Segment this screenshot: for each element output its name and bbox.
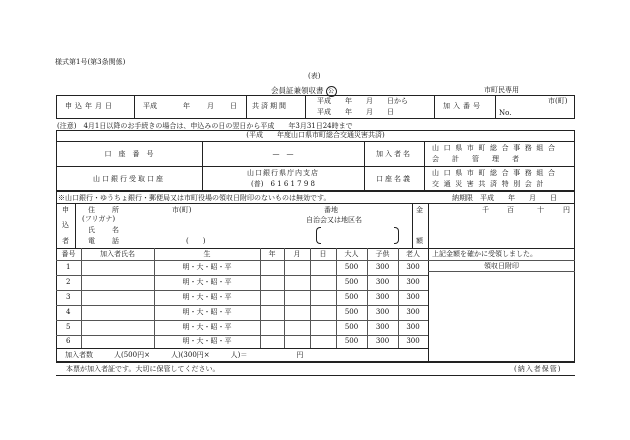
row-number: 3 bbox=[66, 293, 71, 301]
th-year: 年 bbox=[268, 250, 276, 258]
footer-note: 本票が加入者証です。大切に保管してください。 bbox=[66, 365, 220, 373]
amount-jyuu: 十 bbox=[537, 206, 544, 214]
amount-label-2: 額 bbox=[416, 237, 423, 245]
phone-label: 電 話 bbox=[88, 237, 120, 245]
bank-branch: 山口銀行県庁内支店 bbox=[247, 169, 319, 177]
applicant-side-3: 者 bbox=[62, 237, 69, 245]
row-fee-senior: 300 bbox=[406, 263, 420, 271]
row-fee-senior: 300 bbox=[406, 337, 420, 345]
application-date-heisei: 平成 bbox=[143, 102, 157, 110]
notice-text: (注意) 4月1日以降のお手続きの場合は、申込みの日の翌日から平成 年3月31日24時まで bbox=[57, 122, 353, 130]
amount-sen: 千 bbox=[482, 206, 489, 214]
receipt-stamp-label: 領収日附印 bbox=[484, 262, 519, 270]
address-label: 住 所 bbox=[88, 206, 120, 214]
period-from: 平成 年 月 日から bbox=[317, 97, 408, 105]
row-fee-child: 300 bbox=[375, 323, 390, 331]
account-name-line-1: 山口県市町総合事務組合 bbox=[432, 169, 560, 177]
furigana-label: (フリガナ) bbox=[82, 215, 116, 223]
th-month: 月 bbox=[293, 250, 301, 258]
row-number: 5 bbox=[66, 323, 71, 331]
side-label: (表) bbox=[308, 72, 321, 80]
application-date-label: 申込年月日 bbox=[65, 102, 115, 110]
amount-en: 円 bbox=[563, 206, 570, 214]
row-fee-child: 300 bbox=[375, 263, 390, 271]
row-era: 明・大・昭・平 bbox=[182, 293, 232, 301]
period-to: 平成 年 月 日 bbox=[317, 108, 394, 116]
row-fee-adult: 500 bbox=[344, 337, 359, 345]
th-adult: 大人 bbox=[344, 250, 359, 258]
applicant-side-1: 申 bbox=[62, 206, 69, 214]
th-member-name: 加入者氏名 bbox=[100, 250, 135, 258]
th-senior: 老人 bbox=[406, 250, 420, 258]
account-no-value: — — bbox=[272, 150, 294, 158]
row-fee-adult: 500 bbox=[344, 263, 359, 271]
row-era: 明・大・昭・平 bbox=[182, 263, 232, 271]
row-fee-adult: 500 bbox=[344, 308, 359, 316]
th-number: 番号 bbox=[61, 250, 76, 258]
recipient-label: 加入者名 bbox=[376, 150, 412, 158]
received-note: 上記金額を確かに受領しました。 bbox=[432, 250, 537, 258]
row-fee-senior: 300 bbox=[406, 293, 420, 301]
row-fee-child: 300 bbox=[375, 308, 390, 316]
th-day: 日 bbox=[319, 250, 327, 258]
row-fee-senior: 300 bbox=[406, 278, 420, 286]
amount-hyaku: 百 bbox=[507, 206, 514, 214]
footer-keep-label: (納入者保管) bbox=[514, 365, 562, 373]
th-birth: 生 bbox=[203, 250, 211, 258]
period-label: 共済期間 bbox=[252, 102, 288, 110]
district-bracket-left bbox=[316, 227, 321, 244]
application-date-day: 日 bbox=[230, 102, 237, 110]
applicant-side-2: 込 bbox=[62, 221, 69, 229]
address-jichikai: 自治会又は地区名 bbox=[306, 216, 362, 224]
row-era: 明・大・昭・平 bbox=[182, 308, 232, 316]
row-era: 明・大・昭・平 bbox=[182, 323, 232, 331]
row-fee-adult: 500 bbox=[344, 323, 359, 331]
row-number: 2 bbox=[66, 278, 71, 286]
bank-note: ※山口銀行・ゆうちょ銀行・郵便局又は市町役場の領収日附印のないものは無効です。 bbox=[58, 194, 331, 202]
recipient-line-2: 会 計 管 理 者 bbox=[432, 155, 522, 163]
row-number: 4 bbox=[66, 308, 71, 316]
row-number: 1 bbox=[66, 263, 71, 271]
name-label: 氏 名 bbox=[88, 226, 120, 234]
form-number: 様式第1号(第3条関係) bbox=[55, 58, 126, 66]
row-fee-senior: 300 bbox=[406, 308, 420, 316]
row-number: 6 bbox=[66, 337, 71, 345]
address-city: 市(町) bbox=[172, 206, 192, 214]
recipient-line-1: 山口県市町総合事務組合 bbox=[432, 144, 560, 152]
phone-area-parens: ( ) bbox=[186, 237, 206, 245]
row-fee-child: 300 bbox=[375, 337, 390, 345]
row-era: 明・大・昭・平 bbox=[182, 337, 232, 345]
row-fee-adult: 500 bbox=[344, 278, 359, 286]
public-seal-icon: 公 bbox=[326, 86, 337, 97]
row-era: 明・大・昭・平 bbox=[182, 278, 232, 286]
account-name-label: 口座名義 bbox=[376, 175, 412, 183]
title-text: 会員証兼領収書 bbox=[271, 86, 324, 95]
district-bracket-right bbox=[394, 227, 399, 244]
th-child: 子供 bbox=[375, 250, 390, 258]
account-name-line-2: 交通災害共済特別会計 bbox=[432, 180, 548, 188]
association-name: (平成 年度山口県市町総合交通災害共済) bbox=[246, 131, 385, 139]
member-no-label: 加入番号 bbox=[443, 102, 483, 110]
totals-line: 加入者数 人(500円× 人)(300円× 人)＝ 円 bbox=[65, 351, 304, 359]
member-no-label-no: No. bbox=[499, 109, 512, 117]
member-no-city: 市(町) bbox=[548, 97, 568, 105]
row-fee-child: 300 bbox=[375, 293, 390, 301]
for-use-label: 市町民専用 bbox=[484, 86, 519, 94]
bank-account-number: (普) 6 1 6 1 7 9 8 bbox=[251, 180, 315, 188]
row-fee-adult: 500 bbox=[344, 293, 359, 301]
row-fee-child: 300 bbox=[375, 278, 390, 286]
application-date-month: 月 bbox=[207, 102, 214, 110]
account-no-label: 口 座 番 号 bbox=[104, 150, 154, 158]
application-date-year: 年 bbox=[183, 102, 190, 110]
amount-label-1: 金 bbox=[416, 206, 423, 214]
receiving-account-label: 山口銀行受取口座 bbox=[93, 175, 165, 183]
row-fee-senior: 300 bbox=[406, 323, 420, 331]
address-banchi: 番地 bbox=[324, 206, 338, 214]
deadline: 納期限 平成 年 月 日 bbox=[452, 194, 557, 202]
